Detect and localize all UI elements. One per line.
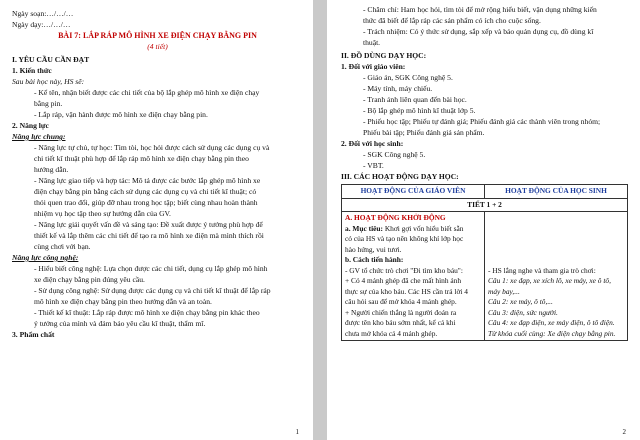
section-competence: 2. Năng lực xyxy=(12,121,49,130)
knowledge-intro: Sau bài học này, HS sẽ: xyxy=(12,77,85,86)
teacher-line: - GV tổ chức trò chơi "Đi tìm kho báu": xyxy=(345,265,463,275)
general-line: - Năng lực giải quyết vấn đề và sáng tạo: Đề xuất được ý tưởng phù hợp để xyxy=(34,220,263,229)
teacher-line: chưa mở khóa cả 4 mảnh ghép. xyxy=(345,328,438,338)
method-label: b. Cách tiến hành: xyxy=(345,255,404,264)
activities-table xyxy=(341,184,628,341)
teacher-item: - Phiếu học tập; Phiếu tự đánh giá; Phiếu đánh giá các thành viên trong nhóm; xyxy=(363,117,601,126)
general-line: chi tiết kĩ thuật phù hợp để lắp ráp mô hình xe điện chạy bằng pin theo xyxy=(34,154,249,163)
tech-line: mô hình xe điện chạy bằng pin theo hướng dẫn và an toàn. xyxy=(34,297,212,306)
tech-line: - Thiết kế kĩ thuật: Lắp ráp được mô hình xe điện chạy bằng pin khác theo xyxy=(34,308,260,317)
student-line: Câu 2: xe máy, ô tô,... xyxy=(488,297,553,306)
section-materials: II. ĐỒ DÙNG DẠY HỌC: xyxy=(341,51,427,60)
period-row: TIẾT 1 + 2 xyxy=(342,198,628,212)
table-row xyxy=(342,212,628,341)
student-line: Câu 4: xe đạp điện, xe máy điện, ô tô điện. xyxy=(488,318,615,327)
goal-line: có của HS và tạo nên không khí lớp học xyxy=(345,234,464,243)
general-line: điện chạy bằng pin bằng cách sử dụng các dụng cụ và chi tiết kĩ thuật; có xyxy=(34,187,257,196)
page-number: 1 xyxy=(295,428,299,436)
quality-line: thức đã biết để lắp ráp các sản phẩm có ích cho cuộc sống. xyxy=(363,16,541,25)
teacher-line: + Có 4 mảnh ghép đã che mất hình ảnh xyxy=(345,276,462,285)
student-item: - VBT. xyxy=(363,161,384,170)
section-activities: III. CÁC HOẠT ĐỘNG DẠY HỌC: xyxy=(341,172,459,181)
column-header-teacher: HOẠT ĐỘNG CỦA GIÁO VIÊN xyxy=(342,185,485,199)
document-page-2 xyxy=(327,0,640,440)
lesson-duration: (4 tiết) xyxy=(147,42,168,51)
quality-line: - Chăm chỉ: Ham học hỏi, tìm tòi để mở rộng hiểu biết, vận dụng những kiến xyxy=(363,5,597,14)
tech-line: - Sử dụng công nghệ: Sử dụng được các dụng cụ và chi tiết kĩ thuật để lắp ráp xyxy=(34,286,271,295)
column-header-student: HOẠT ĐỘNG CỦA HỌC SINH xyxy=(485,185,628,199)
tech-line: - Hiểu biết công nghệ: Lựa chọn được các chi tiết, dụng cụ lắp ghép mô hình xyxy=(34,264,268,273)
student-line: Câu 1: xe đạp, xe xích lô, xe máy, xe ô tô, xyxy=(488,276,611,285)
teacher-item: - Tranh ảnh liên quan đến bài học. xyxy=(363,95,467,104)
student-line: - HS lắng nghe và tham gia trò chơi: xyxy=(488,265,596,275)
general-line: - Năng lực giao tiếp và hợp tác: Mô tả được các bước lắp ghép mô hình xe xyxy=(34,176,261,185)
teacher-item: - Bộ lắp ghép mô hình kĩ thuật lớp 5. xyxy=(363,106,476,115)
goal-line: Khơi gợi vốn hiểu biết sẵn xyxy=(382,223,464,233)
knowledge-line: - Kể tên, nhận biết được các chi tiết của bộ lắp ghép mô hình xe điện chạy xyxy=(34,88,260,97)
date-prepared: Ngày soạn:…/…/… xyxy=(12,9,74,18)
section-teacher-materials: 1. Đối với giáo viên: xyxy=(341,62,406,71)
section-student-materials: 2. Đối với học sinh: xyxy=(341,139,404,148)
tech-competence-heading: Năng lực công nghệ: xyxy=(12,253,79,262)
section-requirements: I. YÊU CẦU CẦN ĐẠT xyxy=(12,55,90,64)
general-line: - Năng lực tự chủ, tự học: Tìm tòi, học hỏi được cách sử dụng các dụng cụ và xyxy=(34,143,270,152)
tech-line: ý tưởng của mình và đảm bảo yêu cầu kĩ thuật, thẩm mĩ. xyxy=(34,319,206,328)
tech-line: xe điện chạy bằng pin đúng yêu cầu. xyxy=(34,275,145,284)
general-line: hướng dẫn. xyxy=(34,165,69,174)
teacher-activity-cell xyxy=(342,212,485,341)
teacher-line: được tên kho báu sớm nhất, kể cả khi xyxy=(345,318,456,327)
student-line: Từ khóa cuối cùng: Xe điện chạy bằng pin. xyxy=(488,328,616,338)
teacher-line: + Người chiến thắng là người đoán ra xyxy=(345,307,457,317)
teacher-item: - Máy tính, máy chiếu. xyxy=(363,84,433,93)
general-line: cùng chơi với bạn. xyxy=(34,242,91,251)
teacher-item: - Giáo án, SGK Công nghệ 5. xyxy=(363,73,453,82)
general-line: thiết kế và lắp thêm các chi tiết để tạo ra mô hình xe điện mà mình thích rồi xyxy=(34,231,264,240)
section-qualities: 3. Phẩm chất xyxy=(12,330,55,339)
general-line: thói quen trao đổi, giúp đỡ nhau trong học tập; biết cùng nhau hoàn thành xyxy=(34,198,258,207)
document-page-1 xyxy=(0,0,313,440)
goal-line: hào hứng, vui tươi. xyxy=(345,244,402,254)
teacher-line: thực sự của kho báu. Các HS cần trả lời 4 xyxy=(345,286,468,296)
student-line: máy bay,... xyxy=(488,286,520,296)
general-competence-heading: Năng lực chung: xyxy=(12,132,66,141)
knowledge-line: - Lắp ráp, vận hành được mô hình xe điện chạy bằng pin. xyxy=(34,110,208,119)
knowledge-line: bằng pin. xyxy=(34,99,63,108)
teacher-item: Phiếu bài tập; Phiếu đánh giá sản phẩm. xyxy=(363,128,485,137)
quality-line: thuật. xyxy=(363,38,381,47)
date-taught: Ngày dạy:…/…/… xyxy=(12,20,71,29)
student-activity-cell xyxy=(485,212,628,341)
teacher-line: câu hỏi sau để mở khóa 4 mảnh ghép. xyxy=(345,297,457,306)
student-line: Câu 3: điện, sức người. xyxy=(488,307,558,317)
quality-line: - Trách nhiệm: Có ý thức sử dụng, sắp xếp và bảo quản dụng cụ, đồ dùng kĩ xyxy=(363,27,594,36)
activity-heading: A. HOẠT ĐỘNG KHỞI ĐỘNG xyxy=(345,213,446,222)
goal-label: a. Mục tiêu: xyxy=(345,223,383,233)
student-item: - SGK Công nghệ 5. xyxy=(363,150,426,159)
section-knowledge: 1. Kiến thức xyxy=(12,66,52,75)
page-number: 2 xyxy=(622,428,626,436)
lesson-title: BÀI 7: LẮP RÁP MÔ HÌNH XE ĐIỆN CHẠY BẰNG PIN xyxy=(58,31,257,40)
general-line: nhiệm vụ học tập theo sự hướng dẫn của GV. xyxy=(34,209,171,218)
